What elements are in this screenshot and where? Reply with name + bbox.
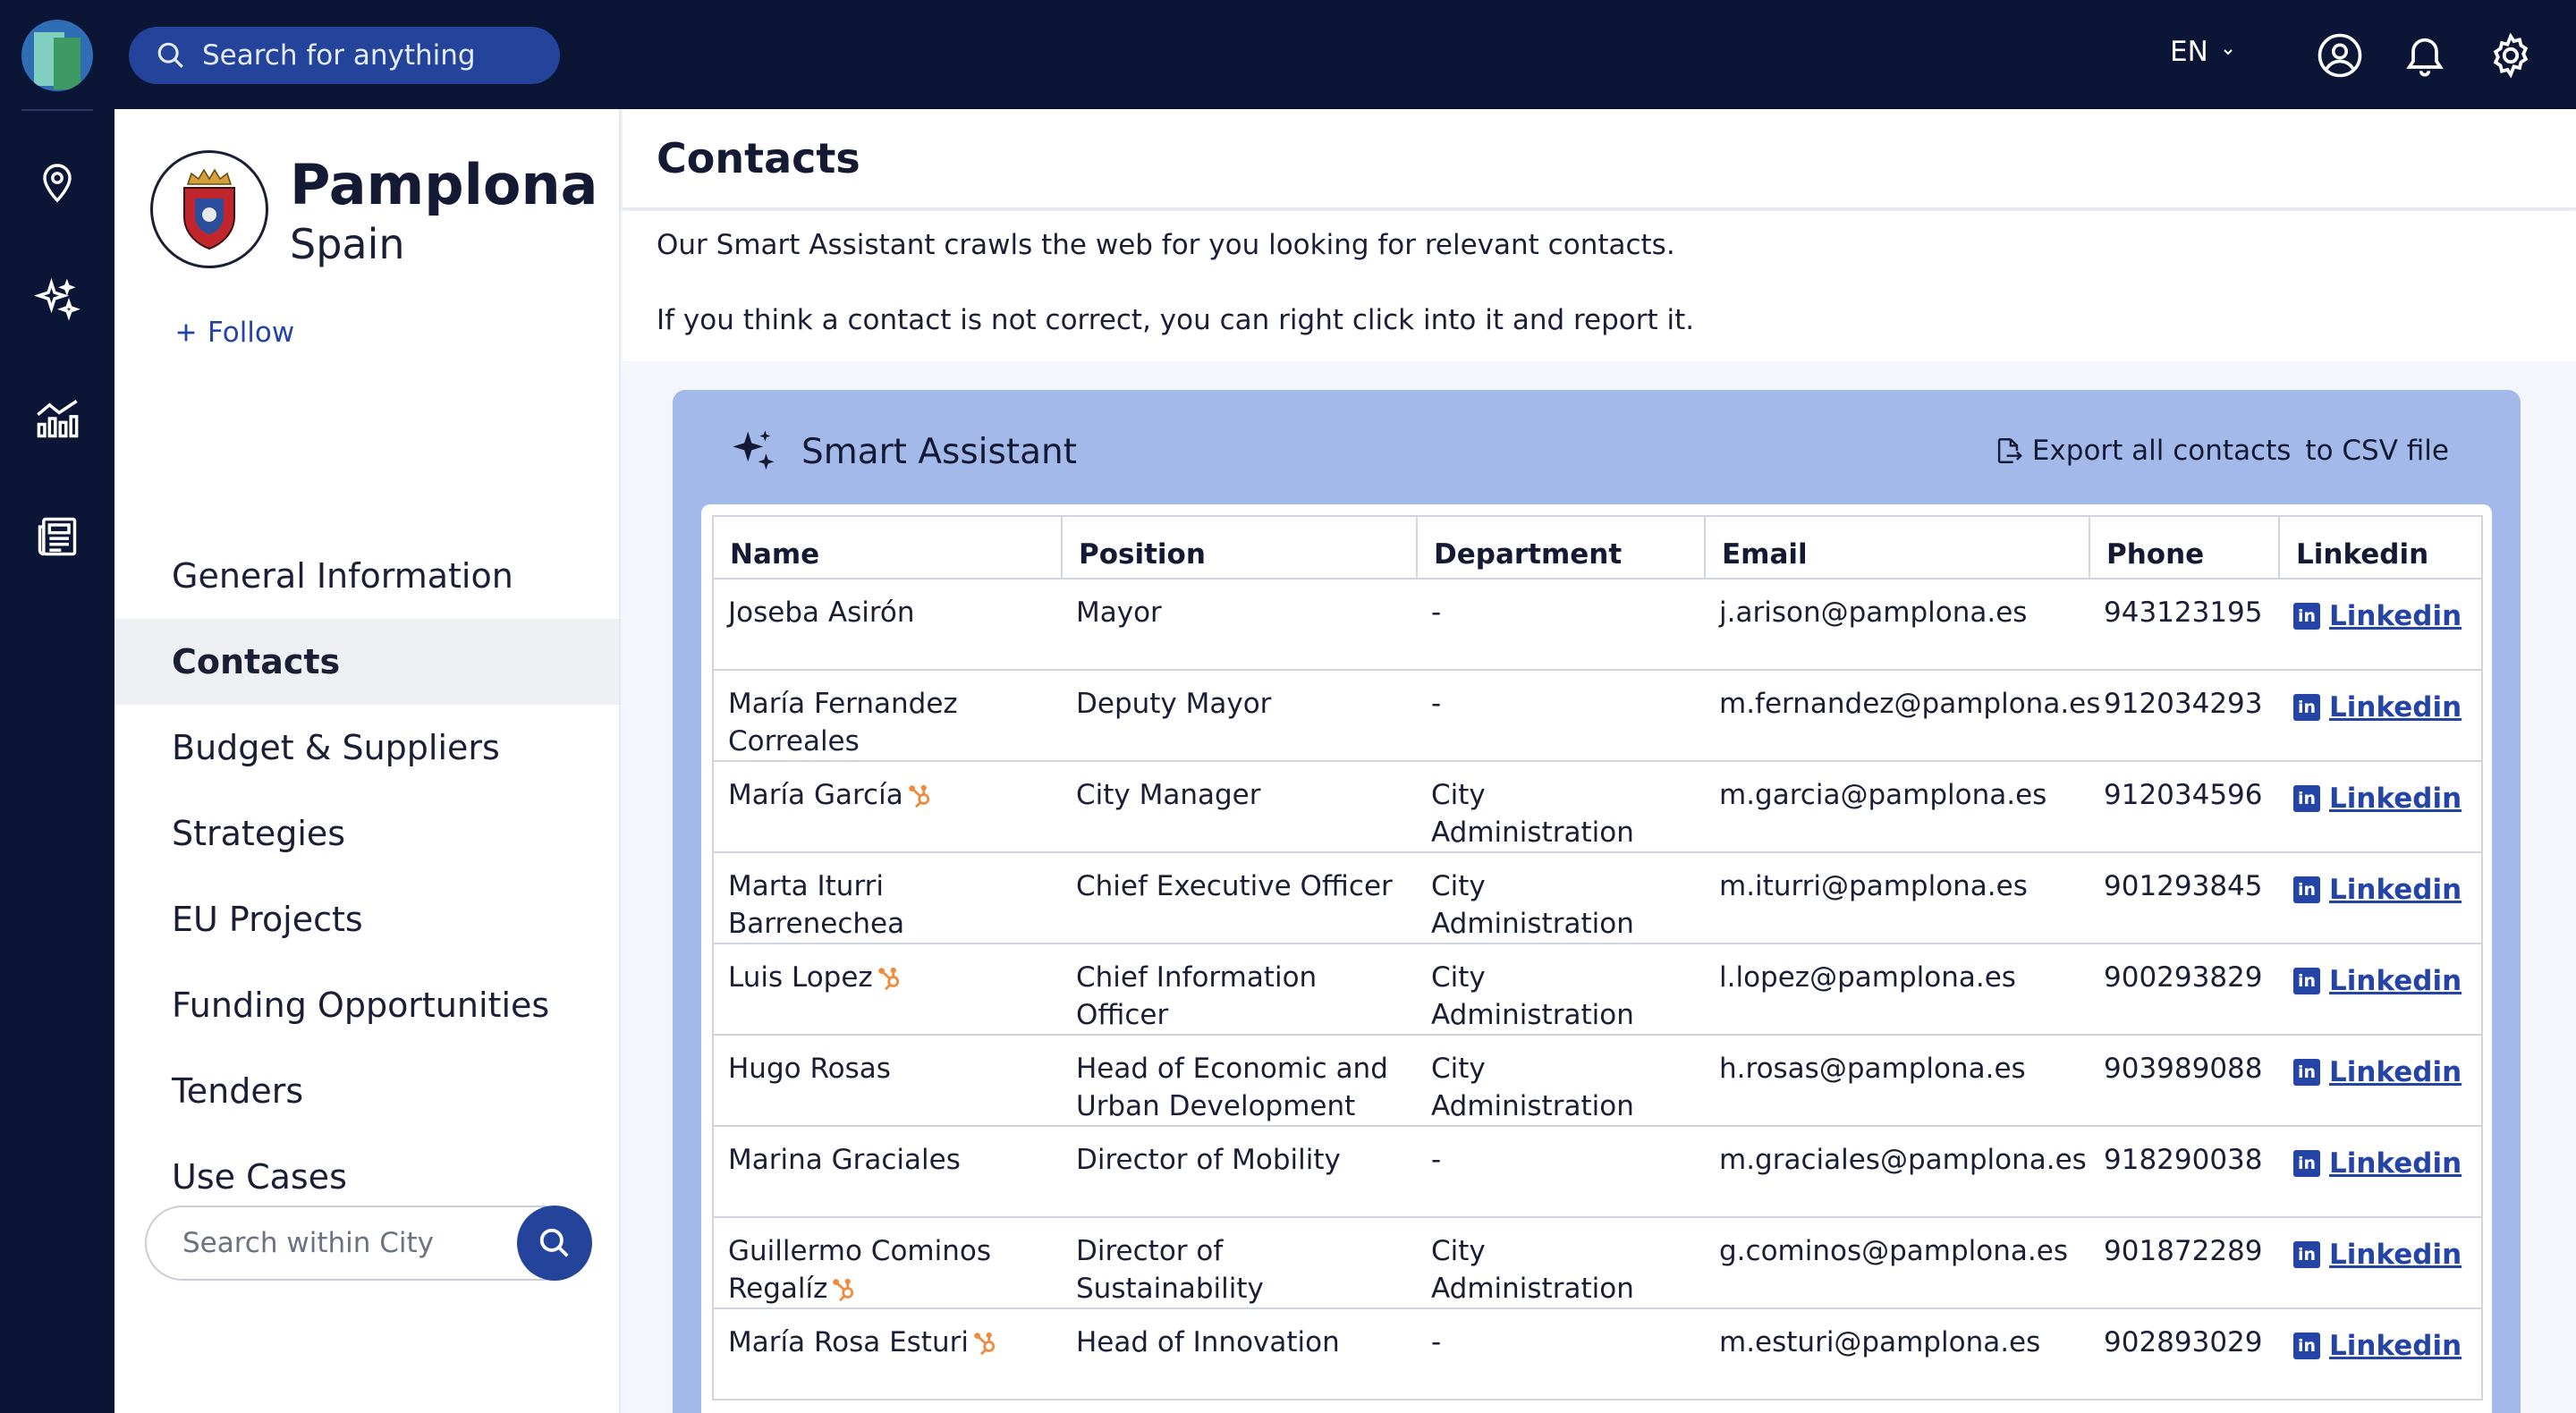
- cell-linkedin: [2279, 579, 2482, 670]
- cell-department: City Administration: [1417, 1035, 1705, 1126]
- cell-position: Chief Information Officer: [1062, 943, 1417, 1035]
- linkedin-icon: in: [2293, 1059, 2320, 1086]
- linkedin-icon: in: [2293, 876, 2320, 903]
- smart-assistant-card: [673, 390, 2521, 1413]
- cell-name: [713, 1126, 1062, 1217]
- cell-email[interactable]: j.arison@pamplona.es: [1705, 579, 2089, 670]
- linkedin-link[interactable]: [2293, 1053, 2462, 1091]
- linkedin-label: Linkedin: [2329, 600, 2462, 632]
- cell-position: Mayor: [1062, 579, 1417, 670]
- contact-name: Marta Iturri Barrenechea: [728, 870, 905, 940]
- user-profile-button[interactable]: [2315, 30, 2365, 80]
- column-header-position[interactable]: Position: [1062, 516, 1417, 579]
- cell-email[interactable]: m.graciales@pamplona.es: [1705, 1126, 2089, 1217]
- cell-position: Chief Executive Officer: [1062, 852, 1417, 943]
- nav-label: Contacts: [172, 642, 341, 681]
- cell-phone[interactable]: 912034596: [2089, 761, 2279, 852]
- smart-assistant-header: [730, 427, 1077, 476]
- cell-email[interactable]: m.iturri@pamplona.es: [1705, 852, 2089, 943]
- description-line-1: Our Smart Assistant crawls the web for you looking for relevant contacts.: [657, 229, 1675, 261]
- linkedin-label: Linkedin: [2329, 874, 2462, 906]
- linkedin-icon: in: [2293, 968, 2320, 994]
- map-pin-icon: [36, 159, 79, 206]
- cell-name: [713, 1308, 1062, 1400]
- linkedin-link[interactable]: [2293, 1236, 2462, 1273]
- coat-of-arms-icon: [174, 166, 245, 252]
- smart-assistant-title: Smart Assistant: [801, 431, 1078, 472]
- cell-phone[interactable]: 901872289: [2089, 1217, 2279, 1308]
- cell-linkedin: [2279, 1217, 2482, 1308]
- cell-department: City Administration: [1417, 761, 1705, 852]
- app-logo[interactable]: [21, 20, 93, 91]
- contact-name: María Rosa Esturi: [728, 1326, 969, 1358]
- cell-linkedin: [2279, 761, 2482, 852]
- follow-button[interactable]: [174, 317, 294, 349]
- column-header-department[interactable]: Department: [1417, 516, 1705, 579]
- search-icon: [156, 40, 186, 71]
- cell-department: City Administration: [1417, 943, 1705, 1035]
- city-search-placeholder: Search within City: [182, 1227, 434, 1259]
- cell-position: Director of Sustainability: [1062, 1217, 1417, 1308]
- nav-tenders[interactable]: [114, 1048, 619, 1134]
- nav-contacts[interactable]: [114, 619, 619, 705]
- contact-name: Marina Graciales: [728, 1144, 961, 1176]
- linkedin-label: Linkedin: [2329, 1147, 2462, 1180]
- cell-email[interactable]: h.rosas@pamplona.es: [1705, 1035, 2089, 1126]
- cell-phone[interactable]: 943123195: [2089, 579, 2279, 670]
- newspaper-icon: [34, 513, 80, 560]
- export-label: Export all contacts: [2031, 435, 2292, 467]
- nav-label: Strategies: [172, 814, 346, 853]
- column-header-linkedin[interactable]: Linkedin: [2279, 516, 2482, 579]
- cell-phone[interactable]: 918290038: [2089, 1126, 2279, 1217]
- hubspot-icon[interactable]: [877, 966, 903, 993]
- contacts-table: [712, 515, 2483, 1400]
- city-search-input[interactable]: [145, 1206, 580, 1281]
- cell-linkedin: [2279, 943, 2482, 1035]
- contact-name: Luis Lopez: [728, 961, 873, 994]
- contact-name: María García: [728, 779, 903, 811]
- linkedin-label: Linkedin: [2329, 1056, 2462, 1088]
- gear-icon: [2487, 31, 2535, 80]
- cell-name: [713, 943, 1062, 1035]
- contact-name: Joseba Asirón: [728, 597, 915, 629]
- city-nav: [114, 533, 619, 1220]
- nav-general-information[interactable]: [114, 533, 619, 619]
- table-row[interactable]: [713, 1126, 2482, 1217]
- nav-label: Funding Opportunities: [172, 986, 550, 1025]
- cell-position: Head of Innovation: [1062, 1308, 1417, 1400]
- nav-strategies[interactable]: [114, 791, 619, 876]
- cell-name: [713, 1035, 1062, 1126]
- cell-linkedin: [2279, 1126, 2482, 1217]
- city-search-button[interactable]: [517, 1206, 592, 1281]
- page-title: Contacts: [657, 134, 860, 182]
- table-row[interactable]: [713, 579, 2482, 670]
- cell-department: -: [1417, 1126, 1705, 1217]
- linkedin-label: Linkedin: [2329, 691, 2462, 723]
- nav-eu-projects[interactable]: [114, 876, 619, 962]
- cell-email[interactable]: g.cominos@pamplona.es: [1705, 1217, 2089, 1308]
- linkedin-link[interactable]: [2293, 962, 2462, 1000]
- cell-name: [713, 852, 1062, 943]
- city-country: Spain: [290, 220, 405, 268]
- notifications-button[interactable]: [2400, 30, 2450, 80]
- export-file-icon: [1993, 436, 2023, 466]
- cell-department: -: [1417, 579, 1705, 670]
- main-description: [623, 211, 2576, 361]
- linkedin-link[interactable]: [2293, 871, 2462, 909]
- linkedin-icon: in: [2293, 603, 2320, 630]
- cell-email[interactable]: m.esturi@pamplona.es: [1705, 1308, 2089, 1400]
- linkedin-icon: in: [2293, 1241, 2320, 1268]
- city-name: Pamplona: [290, 152, 598, 217]
- nav-label: Use Cases: [172, 1157, 347, 1197]
- linkedin-label: Linkedin: [2329, 1239, 2462, 1271]
- settings-button[interactable]: [2486, 30, 2536, 80]
- cell-linkedin: [2279, 1035, 2482, 1126]
- cell-department: City Administration: [1417, 852, 1705, 943]
- cell-phone[interactable]: 903989088: [2089, 1035, 2279, 1126]
- cell-position: Director of Mobility: [1062, 1126, 1417, 1217]
- search-icon: [538, 1226, 572, 1260]
- nav-budget-suppliers[interactable]: [114, 705, 619, 791]
- cell-department: City Administration: [1417, 1217, 1705, 1308]
- chart-icon: [34, 395, 80, 442]
- contact-name: María Fernandez Correales: [728, 688, 958, 757]
- column-header-name[interactable]: Name: [713, 516, 1062, 579]
- cell-email[interactable]: l.lopez@pamplona.es: [1705, 943, 2089, 1035]
- language-label: EN: [2170, 36, 2208, 68]
- cell-department: -: [1417, 1308, 1705, 1400]
- cell-position: Deputy Mayor: [1062, 670, 1417, 761]
- description-line-2: If you think a contact is not correct, you can right click into it and report it.: [657, 304, 1695, 336]
- contact-name: Hugo Rosas: [728, 1053, 891, 1085]
- contact-name: Guillermo Cominos Regalíz: [728, 1235, 991, 1305]
- sparkles-icon: [730, 427, 778, 476]
- linkedin-icon: in: [2293, 1333, 2320, 1359]
- linkedin-link[interactable]: [2293, 689, 2462, 726]
- cell-name: [713, 579, 1062, 670]
- plus-icon: [174, 320, 199, 345]
- table-header-row: [713, 516, 2482, 579]
- linkedin-label: Linkedin: [2329, 965, 2462, 997]
- sparkles-icon: [34, 277, 80, 324]
- cell-linkedin: [2279, 852, 2482, 943]
- cell-department: -: [1417, 670, 1705, 761]
- table-row[interactable]: [713, 852, 2482, 943]
- hubspot-icon[interactable]: [831, 1277, 858, 1304]
- global-search-input[interactable]: [129, 27, 560, 84]
- linkedin-icon: in: [2293, 1150, 2320, 1177]
- linkedin-label: Linkedin: [2329, 1330, 2462, 1362]
- follow-label: Follow: [208, 317, 295, 349]
- cell-phone[interactable]: 901293845: [2089, 852, 2279, 943]
- export-suffix: to CSV file: [2305, 435, 2449, 467]
- bell-icon: [2402, 32, 2448, 79]
- cell-linkedin: [2279, 670, 2482, 761]
- table-row[interactable]: [713, 761, 2482, 852]
- city-panel: [114, 109, 621, 1413]
- chevron-down-icon: [2221, 45, 2235, 59]
- cell-phone[interactable]: 900293829: [2089, 943, 2279, 1035]
- column-header-email[interactable]: Email: [1705, 516, 2089, 579]
- cell-linkedin: [2279, 1308, 2482, 1400]
- nav-funding-opportunities[interactable]: [114, 962, 619, 1048]
- hubspot-icon[interactable]: [972, 1331, 999, 1358]
- rail-news-button[interactable]: [32, 512, 82, 562]
- table-row[interactable]: [713, 1217, 2482, 1308]
- linkedin-link[interactable]: [2293, 597, 2462, 635]
- linkedin-link[interactable]: [2293, 1327, 2462, 1365]
- city-crest-image: [150, 150, 268, 268]
- cell-name: [713, 670, 1062, 761]
- nav-label: Budget & Suppliers: [172, 728, 500, 767]
- global-search-placeholder: Search for anything: [202, 39, 476, 72]
- nav-label: EU Projects: [172, 900, 363, 939]
- cell-email[interactable]: m.garcia@pamplona.es: [1705, 761, 2089, 852]
- cell-position: City Manager: [1062, 761, 1417, 852]
- linkedin-label: Linkedin: [2329, 783, 2462, 815]
- left-rail: [0, 109, 114, 1413]
- nav-label: Tenders: [172, 1071, 304, 1111]
- linkedin-link[interactable]: [2293, 1145, 2462, 1182]
- language-selector[interactable]: [2170, 36, 2235, 68]
- hubspot-icon[interactable]: [907, 783, 934, 810]
- cell-email[interactable]: m.fernandez@pamplona.es: [1705, 670, 2089, 761]
- cell-name: [713, 1217, 1062, 1308]
- table-row[interactable]: [713, 1308, 2482, 1400]
- export-csv-button[interactable]: [1993, 435, 2449, 467]
- linkedin-icon: in: [2293, 785, 2320, 812]
- cell-position: Head of Economic and Urban Development: [1062, 1035, 1417, 1126]
- rail-assistant-button[interactable]: [32, 275, 82, 326]
- top-bar: [0, 0, 2576, 109]
- linkedin-link[interactable]: [2293, 780, 2462, 817]
- user-circle-icon: [2316, 31, 2364, 80]
- cell-name: [713, 761, 1062, 852]
- table-row[interactable]: [713, 943, 2482, 1035]
- rail-analytics-button[interactable]: [32, 393, 82, 444]
- nav-label: General Information: [172, 556, 513, 596]
- rail-map-button[interactable]: [32, 157, 82, 207]
- table-row[interactable]: [713, 1035, 2482, 1126]
- cell-phone[interactable]: 902893029: [2089, 1308, 2279, 1400]
- contacts-table-container: [701, 504, 2492, 1413]
- cell-phone[interactable]: 912034293: [2089, 670, 2279, 761]
- main-header: [623, 109, 2576, 209]
- column-header-phone[interactable]: Phone: [2089, 516, 2279, 579]
- table-row[interactable]: [713, 670, 2482, 761]
- linkedin-icon: in: [2293, 694, 2320, 721]
